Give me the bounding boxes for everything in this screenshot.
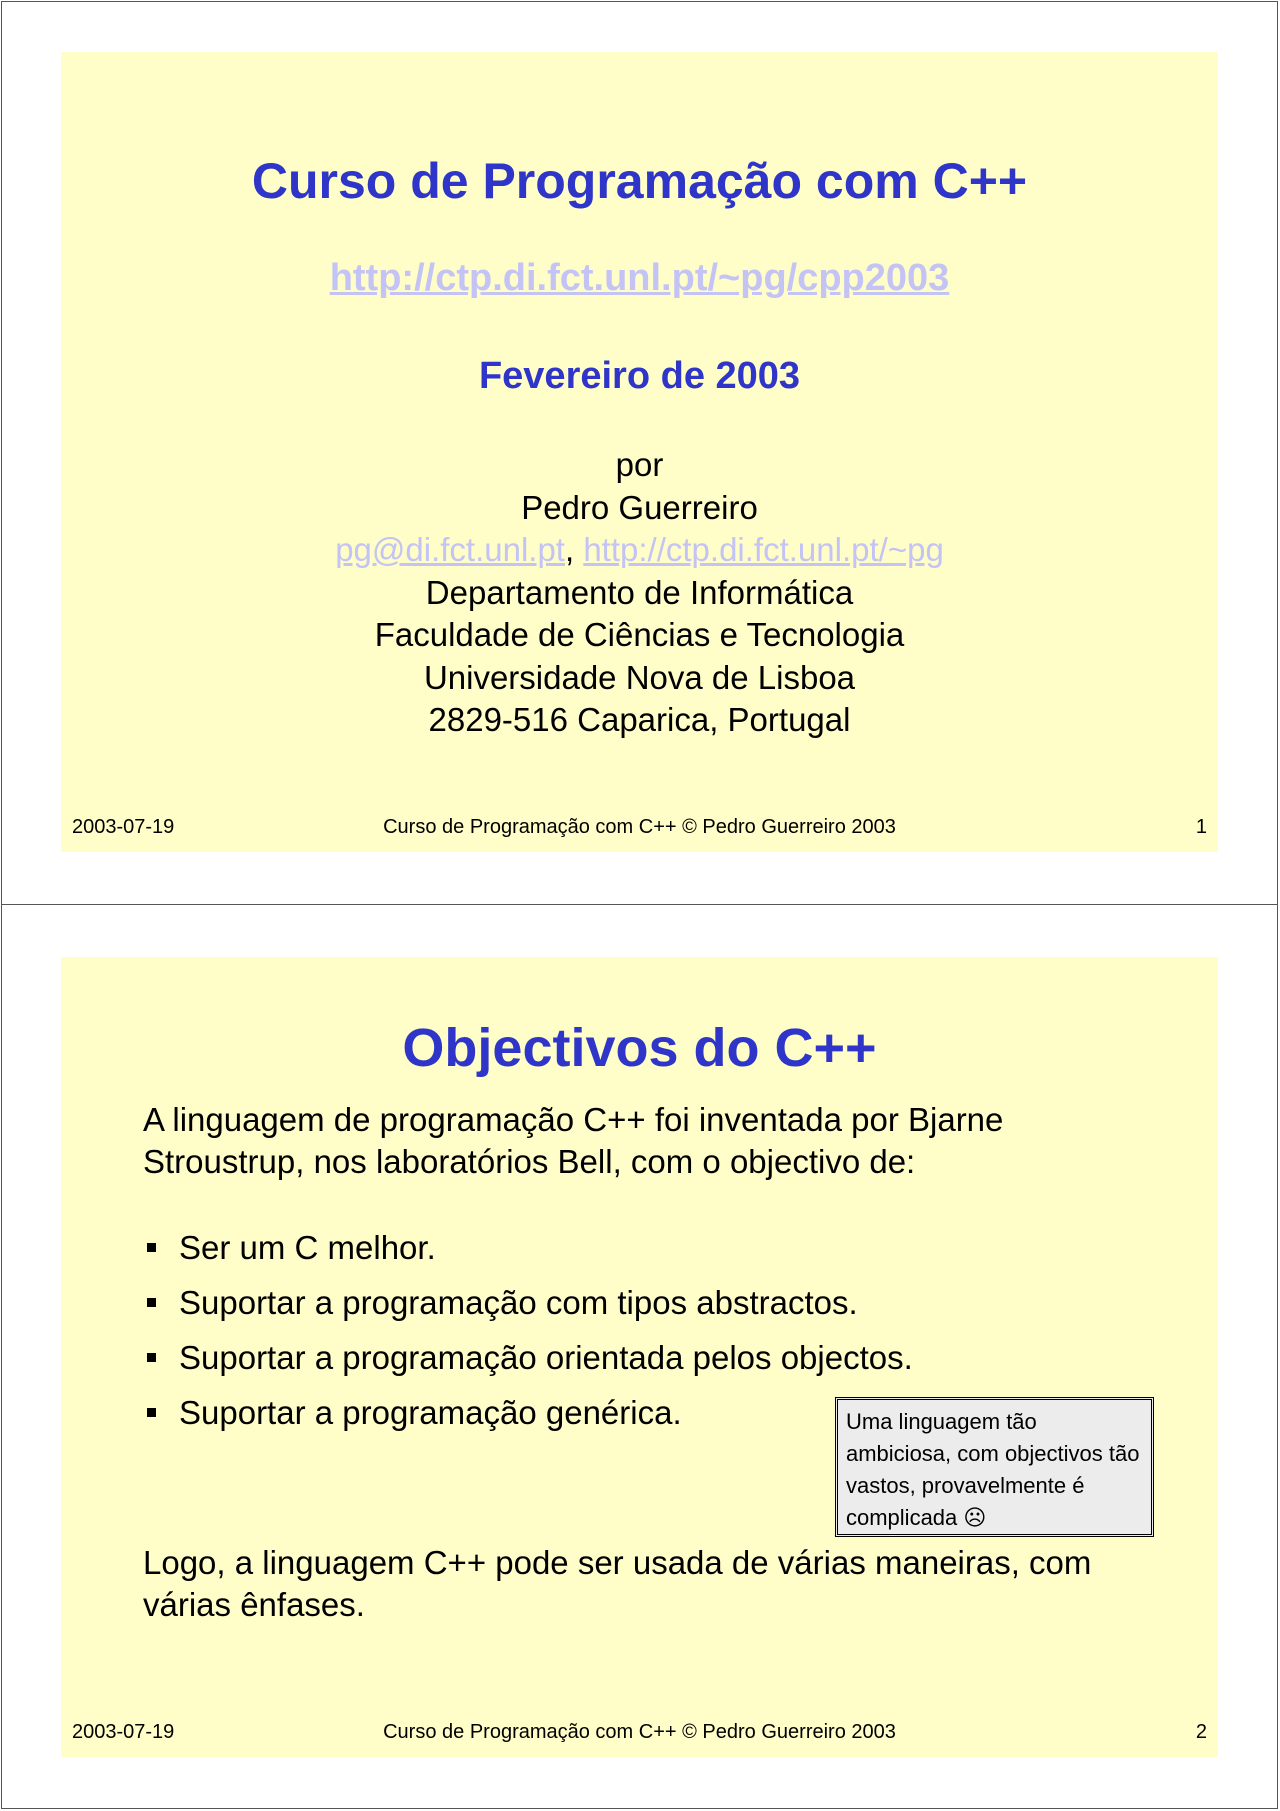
list-item: Suportar a programação com tipos abstractos.: [143, 1282, 913, 1337]
contact-line: [61, 529, 1218, 572]
footer-text: Curso de Programação com C++ © Pedro Guerreiro 2003: [383, 816, 896, 838]
objectives-list: [143, 1227, 913, 1447]
course-date: Fevereiro de 2003: [478, 355, 801, 397]
list-item: Ser um C melhor.: [143, 1227, 913, 1282]
author-name: Pedro Guerreiro: [521, 488, 758, 526]
department: Departamento de Informática: [425, 573, 854, 611]
list-item: Suportar a programação genérica.: [143, 1392, 913, 1447]
homepage-link[interactable]: http://ctp.di.fct.unl.pt/~pg: [583, 531, 944, 568]
address: 2829-516 Caparica, Portugal: [428, 701, 851, 738]
slide-1: [61, 52, 1218, 852]
intro-paragraph: A linguagem de programação C++ foi inventada por Bjarne Stroustrup, nos laboratórios Bell, com o objectivo de:: [143, 1101, 1004, 1180]
note-box: Uma linguagem tão ambiciosa, com objectivos tão vastos, provavelmente é complicada ☹: [835, 1397, 1154, 1537]
contact-separator: ,: [564, 531, 584, 568]
author-block: [61, 444, 1218, 742]
slide-2: [61, 957, 1218, 1757]
footer-date: 2003-07-19: [72, 816, 175, 838]
footer-page-number: 1: [1195, 816, 1207, 838]
by-label: por: [615, 446, 664, 483]
closing-paragraph: Logo, a linguagem C++ pode ser usada de várias maneiras, com várias ênfases.: [143, 1544, 1092, 1623]
footer-page-number: 2: [1195, 1721, 1207, 1743]
footer-text: Curso de Programação com C++ © Pedro Guerreiro 2003: [383, 1721, 896, 1743]
university: Universidade Nova de Lisboa: [423, 658, 856, 696]
slide-title: Curso de Programação com C++: [251, 153, 1028, 209]
slide-footer: [61, 816, 1218, 842]
faculty: Faculdade de Ciências e Tecnologia: [374, 616, 905, 653]
footer-date: 2003-07-19: [72, 1721, 175, 1743]
slide-title: Objectivos do C++: [402, 1018, 877, 1078]
course-url-link[interactable]: http://ctp.di.fct.unl.pt/~pg/cpp2003: [329, 257, 950, 299]
list-item: Suportar a programação orientada pelos objectos.: [143, 1337, 913, 1392]
slide-divider: [1, 904, 1278, 905]
email-link[interactable]: pg@di.fct.unl.pt: [335, 531, 565, 568]
slide-footer: [61, 1721, 1218, 1747]
